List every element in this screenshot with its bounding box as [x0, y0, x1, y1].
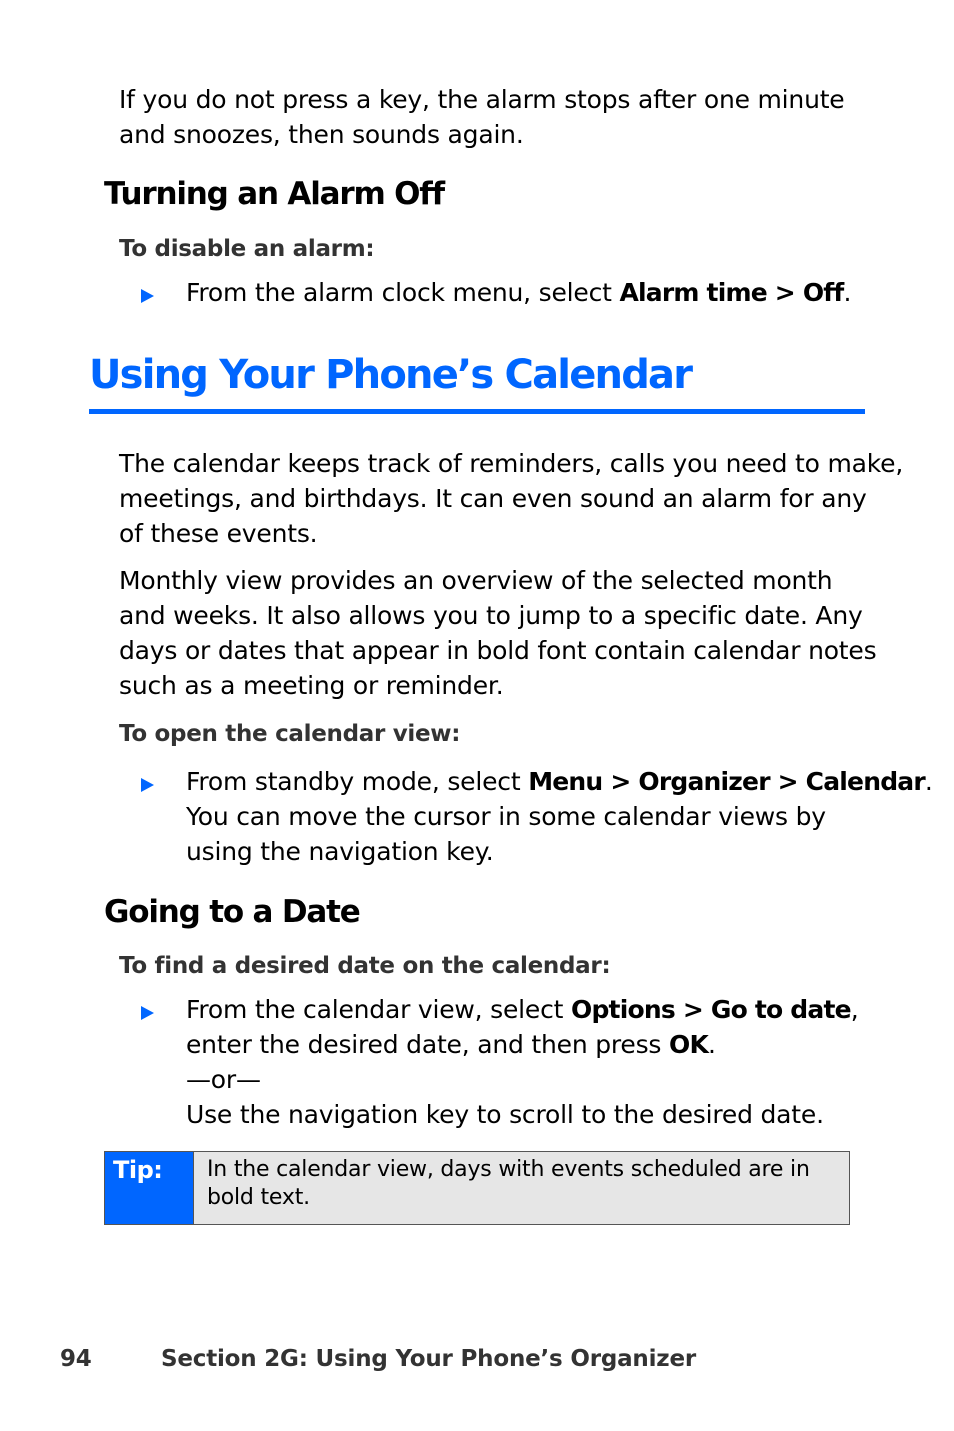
calendar-paragraph-2: [119, 563, 876, 703]
menu-path: Alarm time > Off: [619, 278, 844, 307]
intro-line: and snoozes, then sounds again.: [119, 120, 524, 149]
or-separator: —or—: [186, 1065, 261, 1094]
page-number: 94: [60, 1346, 92, 1372]
paragraph-line: and weeks. It also allows you to jump to a specific date. Any: [119, 601, 863, 630]
bullet-arrow-icon: [141, 1006, 154, 1020]
paragraph-line: The calendar keeps track of reminders, calls you need to make,: [119, 449, 904, 478]
step-line: using the navigation key.: [186, 837, 494, 866]
open-view-lead: To open the calendar view:: [119, 721, 461, 747]
calendar-paragraph-1: [119, 446, 903, 551]
paragraph-line: meetings, and birthdays. It can even sound an alarm for any: [119, 484, 867, 513]
go-to-date-lead: To find a desired date on the calendar:: [119, 953, 611, 979]
title-rule: [89, 409, 865, 414]
step-text: From the calendar view, select: [186, 995, 571, 1024]
step-text: From the alarm clock menu, select: [186, 278, 620, 307]
alarm-off-heading: Turning an Alarm Off: [104, 176, 444, 212]
menu-path: Options > Go to date: [571, 995, 851, 1024]
section-title: Using Your Phone’s Calendar: [89, 352, 692, 398]
step-text: ,: [850, 995, 859, 1024]
go-to-date-step: [186, 992, 859, 1132]
tip-text: [193, 1152, 849, 1224]
bullet-arrow-icon: [141, 289, 154, 303]
step-text: .: [924, 767, 933, 796]
go-to-date-heading: Going to a Date: [104, 894, 360, 930]
step-line: You can move the cursor in some calendar views by: [186, 802, 826, 831]
step-line: [186, 992, 859, 1027]
step-text: enter the desired date, and then press: [186, 1030, 669, 1059]
bullet-arrow-icon: [141, 778, 154, 792]
step-text: From standby mode, select: [186, 767, 529, 796]
paragraph-line: Monthly view provides an overview of the selected month: [119, 566, 833, 595]
paragraph-line: days or dates that appear in bold font contain calendar notes: [119, 636, 877, 665]
step-line: [186, 1027, 859, 1062]
key-name: OK: [669, 1030, 709, 1059]
tip-box: [104, 1151, 850, 1225]
paragraph-line: of these events.: [119, 519, 318, 548]
alarm-off-step: [186, 275, 851, 310]
step-line: [186, 764, 933, 799]
open-view-step: [186, 764, 933, 869]
tip-line: bold text.: [207, 1185, 310, 1210]
paragraph-line: such as a meeting or reminder.: [119, 671, 504, 700]
step-text: .: [708, 1030, 716, 1059]
step-line: Use the navigation key to scroll to the desired date.: [186, 1100, 824, 1129]
tip-line: In the calendar view, days with events scheduled are in: [207, 1157, 810, 1182]
alarm-off-lead: To disable an alarm:: [119, 236, 375, 262]
step-text: .: [843, 278, 852, 307]
footer-section-label: Section 2G: Using Your Phone’s Organizer: [161, 1346, 697, 1372]
intro-paragraph: [119, 82, 845, 152]
intro-line: If you do not press a key, the alarm stops after one minute: [119, 85, 845, 114]
tip-label: Tip:: [105, 1152, 193, 1224]
menu-path: Menu > Organizer > Calendar: [528, 767, 925, 796]
